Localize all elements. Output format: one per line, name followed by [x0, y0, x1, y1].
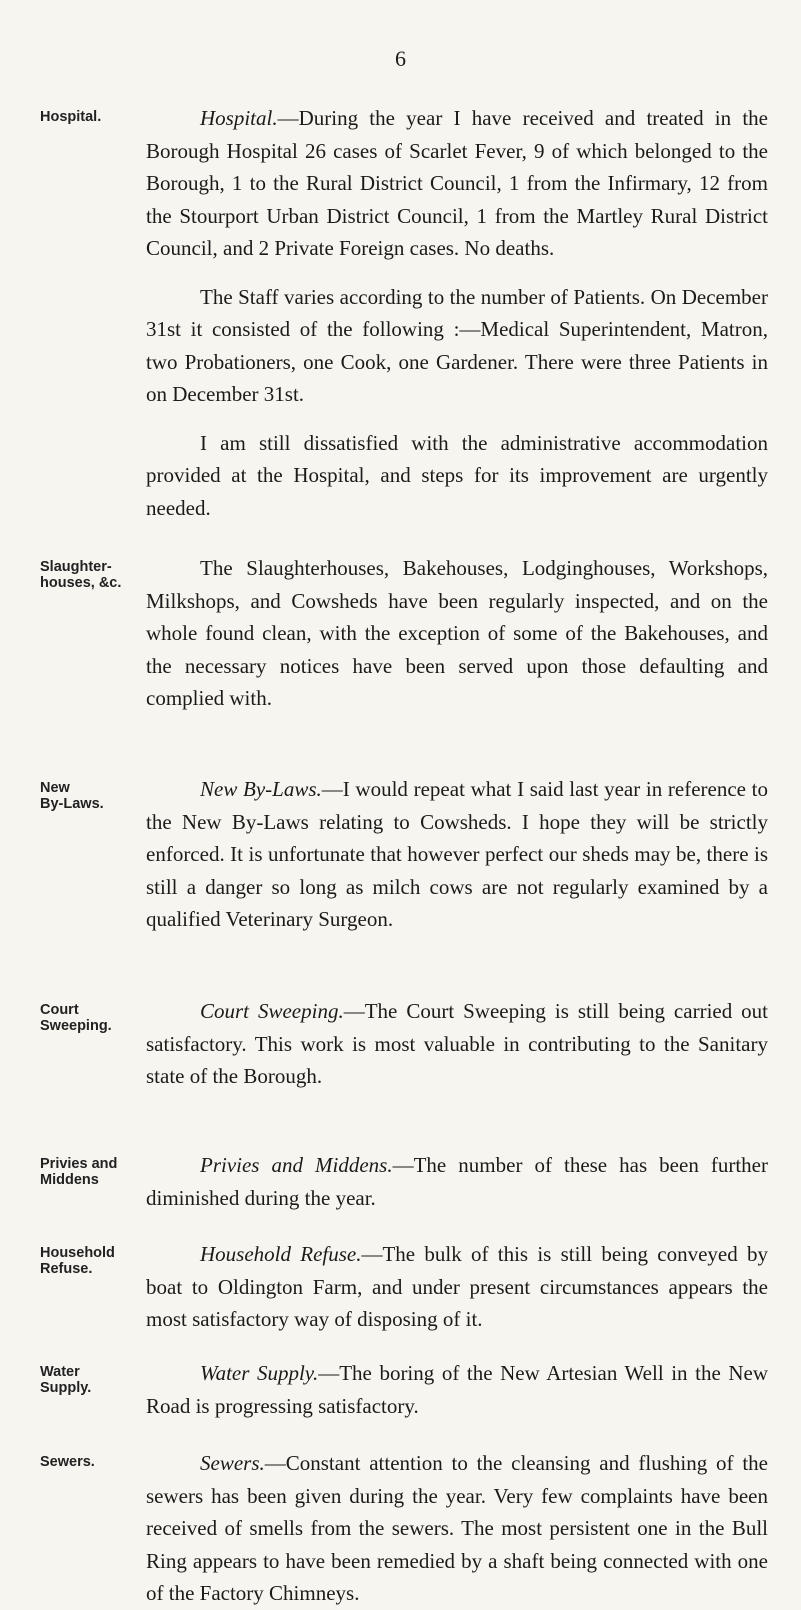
court-sweeping-lead: Court Sweeping. — [200, 999, 344, 1023]
margin-note-household-refuse — [40, 1245, 145, 1277]
margin-note-hospital: Hospital. — [40, 109, 102, 125]
margin-note-new-bylaws — [40, 780, 145, 812]
sewers-lead: Sewers. — [200, 1451, 265, 1475]
margin-note-new-bylaws-line-2: By-Laws. — [40, 796, 104, 812]
margin-note-water-supply-line-1: Water — [40, 1364, 80, 1380]
water-supply-lead: Water Supply. — [200, 1361, 319, 1385]
hospital-paragraph-1 — [146, 102, 768, 265]
margin-note-sewers: Sewers. — [40, 1454, 95, 1470]
page-number: 6 — [395, 46, 406, 71]
water-supply-text: —The boring of the New Artesian Well in the New Road is progressing satisfactory. — [146, 1361, 769, 1418]
household-refuse-lead: Household Refuse. — [200, 1242, 362, 1266]
privies-middens-body — [146, 1149, 768, 1214]
water-supply-body — [146, 1357, 768, 1422]
margin-note-water-supply-line-2: Supply. — [40, 1380, 92, 1396]
new-bylaws-body — [146, 773, 768, 936]
privies-middens-text: —The number of these has been further diminished during the year. — [146, 1153, 768, 1210]
margin-note-household-refuse-line-2: Refuse. — [40, 1261, 93, 1277]
margin-note-privies-middens-line-1: Privies and — [40, 1156, 118, 1172]
court-sweeping-text: —The Court Sweeping is still being carried out satisfactory. This work is most valuable in contributing to the Sanitary state of the Borough. — [146, 999, 769, 1088]
margin-note-slaughterhouses-line-2: houses, &c. — [40, 575, 122, 591]
sewers-paragraph — [146, 1447, 768, 1610]
sewers-body — [146, 1447, 768, 1610]
court-sweeping-paragraph — [146, 995, 768, 1093]
water-supply-paragraph — [146, 1357, 768, 1422]
hospital-paragraph-2: The Staff varies according to the number of Patients. On December 31st it consisted of the following :—Medical Superintendent, Matron, two Probationers, one Cook, one Gardener. There were three Patients in on December 31st. — [146, 284, 768, 406]
hospital-lead: Hospital. — [200, 106, 278, 130]
hospital-body — [146, 102, 768, 524]
margin-note-privies-middens-line-2: Middens — [40, 1172, 99, 1188]
slaughterhouses-body — [146, 552, 768, 715]
court-sweeping-body — [146, 995, 768, 1093]
margin-note-slaughterhouses-line-1: Slaughter- — [40, 559, 112, 575]
privies-middens-paragraph — [146, 1149, 768, 1214]
margin-note-slaughterhouses — [40, 559, 145, 591]
slaughterhouses-paragraph: The Slaughterhouses, Bakehouses, Lodginghouses, Workshops, Milkshops, and Cowsheds have been regularly inspected, and on the whole found clean, with the exception of some of the Bakehouses, and the necessary notices have been served upon those defaulting and complied with. — [146, 556, 768, 710]
margin-note-household-refuse-line-1: Household — [40, 1245, 115, 1261]
new-bylaws-text: —I would repeat what I said last year in reference to the New By-Laws relating to Cowsheds. I hope they will be strictly enforced. It is unfortunate that however perfect our sheds may be, there is still a danger so long as milch cows are not regularly examined by a qualified Veterinary Surgeon. — [146, 777, 768, 931]
household-refuse-paragraph — [146, 1238, 768, 1336]
hospital-paragraph-3: I am still dissatisfied with the administrative accommodation provided at the Hospital, and steps for its improvement are urgently needed. — [146, 430, 768, 520]
margin-note-court-sweeping-line-2: Sweeping. — [40, 1018, 112, 1034]
privies-middens-lead: Privies and Middens. — [200, 1153, 393, 1177]
new-bylaws-lead: New By-Laws. — [200, 777, 322, 801]
sewers-text: —Constant attention to the cleansing and flushing of the sewers has been given during the year. Very few complaints have been received of smells from the sewers. The most persistent one in the Bull Ring appears to have been remedied by a shaft being connected with one of the Factory Chimneys. — [146, 1451, 768, 1605]
margin-note-court-sweeping-line-1: Court — [40, 1002, 79, 1018]
hospital-paragraph-1-text: —During the year I have received and treated in the Borough Hospital 26 cases of Scarlet Fever, 9 of which belonged to the Borough, 1 to the Rural District Council, 1 from the Infirmary, 12 from the Stourport Urban District Council, 1 from the Martley Rural District Council, and 2 Private Foreign cases. No deaths. — [146, 106, 768, 260]
margin-note-privies-middens — [40, 1156, 145, 1188]
margin-note-new-bylaws-line-1: New — [40, 780, 70, 796]
new-bylaws-paragraph — [146, 773, 768, 936]
household-refuse-text: —The bulk of this is still being conveyed by boat to Oldington Farm, and under present circumstances appears the most satisfactory way of disposing of it. — [146, 1242, 768, 1331]
household-refuse-body — [146, 1238, 768, 1336]
margin-note-court-sweeping — [40, 1002, 145, 1034]
